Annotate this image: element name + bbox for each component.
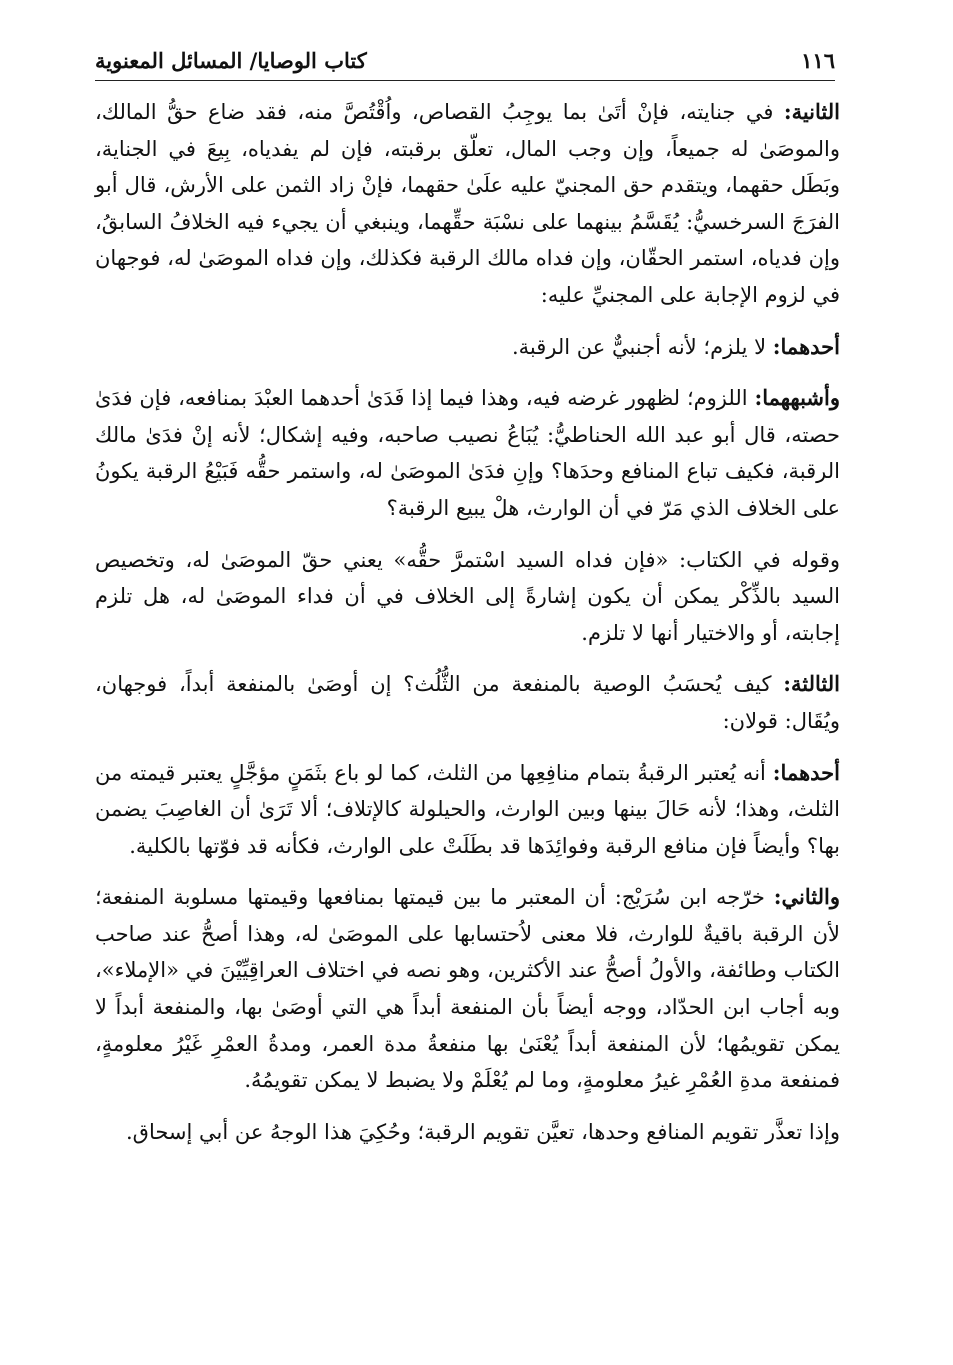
page-number: ١١٦ <box>801 47 835 73</box>
paragraph-text: أنه يُعتبر الرقبةُ بتمام منافِعِها من الثلث، كما لو باع بثَمَنٍ مؤجَّلٍ يعتبر قيمته من الثلث، وهذا؛ لأنه حَالَ بينها وبين الوارث، والحيلولة كالإتلاف؛ ألا تَرَىٰ أن الغاصِبَ يضمن بها؟ وأيضاً فإن منافع الرقبة وفوائِدَها قد بطَلَتْ على الوارث، فكأنه قد فوّتها بالكلية. <box>95 760 840 858</box>
running-title: كتاب الوصايا/ المسائل المعنوية <box>95 47 367 73</box>
page-body <box>95 94 840 1165</box>
paragraph-text: لا يلزم؛ لأنه أجنبيٌّ عن الرقبة. <box>511 334 773 359</box>
paragraph-first-view <box>95 329 840 366</box>
paragraph-text: اللزوم؛ لظهور غرضه فيه، وهذا فيما إذا فَدَىٰ أحدهما العبْدَ بمنافعه، فإن فدَىٰ حصته، قال أبو عبد الله الحناطيُّ: يُبَاعُ نصيب صاحبه، وفيه إشكال؛ لأنه إنْ فدَىٰ مالك الرقبة، فكيف تباع المنافع وحدَها؟ وإنِ فدَىٰ الموصَىٰ له، واستمر حقُّه فَبَيْعُ الرقبة يكونُ على الخلاف الذي مَرّ في أن الوارث، هلْ يبيع الرقبة؟ <box>95 386 840 520</box>
paragraph-second-opinion <box>95 879 840 1099</box>
paragraph-text: في جنايته، فإنْ أتَىٰ بما يوجِبُ القصاص، واُقْتُصَّ منه، فقد ضاع حقُّ المالك، والموصَىٰ له جميعاً، وإن وجب المال، تعلّق برقبته، فإن لم يفدياه، بِيعَ في الجناية، وبَطَل حقهما، ويتقدم حق المجنيّ عليه علَىٰ حقهما، فإنْ زاد الثمن على الأرش، قال أبو الفرَجَ السرخسيُّ: يُقَسَّمُ بينهما على نسْبَة حقِّهما، وينبغي أن يجيء فيه الخلافُ السابقُ، وإن فدياه، استمر الحقّان، وإن فداه مالك الرقبة فكذلك، وإن فداه الموصَىٰ له، فوجهان في لزوم الإجابة على المجنيِّ عليه: <box>95 100 840 307</box>
paragraph-more-likely-view <box>95 380 840 526</box>
paragraph-lead: أحدهما: <box>772 759 841 785</box>
paragraph-book-statement <box>95 542 840 652</box>
paragraph-lead: وأشبههما: <box>754 385 840 411</box>
paragraph-lead: أحدهما: <box>772 333 840 359</box>
page-header <box>95 40 835 80</box>
paragraph-third-case <box>95 666 840 739</box>
paragraph-lead: والثاني: <box>773 884 840 910</box>
header-rule <box>95 80 835 81</box>
paragraph-lead: الثالثة: <box>783 671 840 697</box>
paragraph-text: كيف يُحسَبُ الوصية بالمنفعة من الثُّلُث؟ إن أوصَىٰ بالمنفعة أبداً، فوجهان، ويُقَال: قولان: <box>95 672 840 733</box>
paragraph-lead: الثانية: <box>783 99 840 124</box>
paragraph-second-case <box>95 94 840 314</box>
paragraph-text: وإذا تعذَّر تقويم المنافع وحدها، تعيَّن تقويم الرقبة؛ وحُكِيَ هذا الوجهُ عن أبي إسحاق. <box>125 1119 840 1144</box>
paragraph-text: خرّجه ابن سُرَيْج: أن المعتبر ما بين قيمتها بمنافعها وقيمتها مسلوبة المنفعة؛ لأن الرقبة باقيةٌ للوارث، فلا معنى لاُحتسابها على الموصَىٰ له، وهذا أصحُّ عند صاحب الكتاب وطائفة، والأولُ أصحُّ عند الأكثرين، وهو نصه في اختلاف العراقِيِّيْنَ في «الإملاء»، وبه أجاب ابن الحدّاد، ووجه أيضاً بأن المنفعة أبداً هي التي أوصَىٰ بها، والمنفعة أبداً لا يمكن تقويمُها؛ لأن المنفعة أبداً يُعْنَىٰ بها منفعةُ مدة العمر، ومدةُ العمْرِ غَيْرُ معلومةٍ، فمنفعة مدةِ العُمْرِ غيرُ معلومةٍ، وما لم يُعْلَمْ ولا يضبط لا يمكن تقويمُهُ. <box>95 885 840 1093</box>
paragraph-text: وقوله في الكتاب: «فإن فداه السيد اسْتمرَّ حقُّه» يعني حقّ الموصَىٰ له، وتخصيص السيد بالذِّكْر يمكن أن يكون إشارةً إلى الخلاف في أن فداء الموصَىٰ له، هل تلزم إجابته، أو والاختيار أنها لا تلزم. <box>95 547 840 645</box>
paragraph-closing <box>95 1114 840 1151</box>
paragraph-first-opinion <box>95 755 840 865</box>
